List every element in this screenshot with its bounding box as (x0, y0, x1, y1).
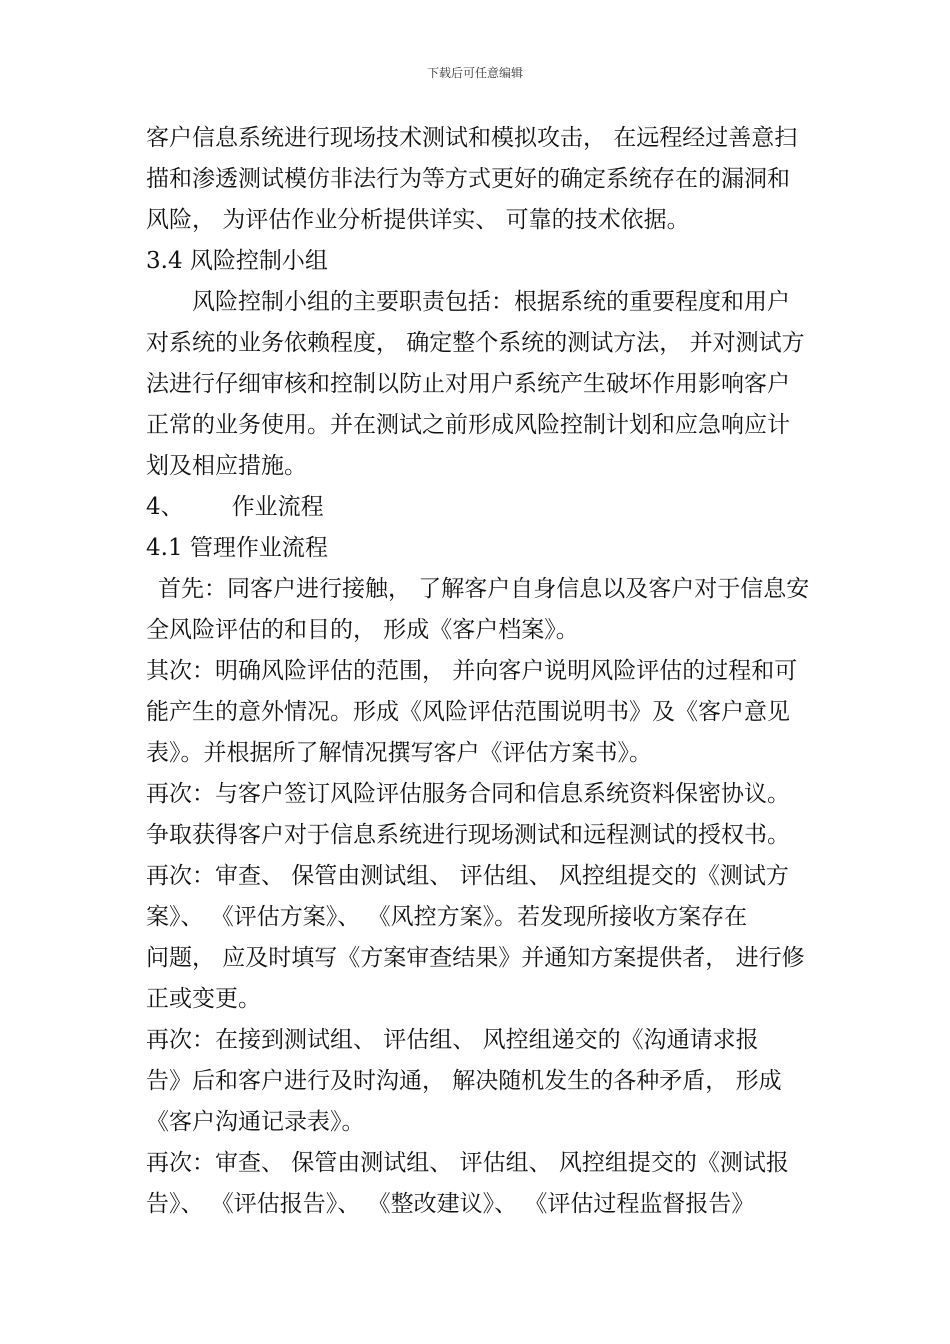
body-line: 表》。并根据所了解情况撰写客户《评估方案书》。 (146, 740, 652, 766)
page-header: 下载后可任意编辑 (426, 66, 523, 80)
body-line: 再次：审查、 保管由测试组、 评估组、 风控组提交的《测试报 (146, 1150, 789, 1176)
body-line: 案》、 《评估方案》、 《风控方案》。若发现所接收方案存在 (146, 904, 748, 930)
body-line: 告》、 《评估报告》、 《整改建议》、 《评估过程监督报告》 (146, 1191, 755, 1217)
body-line: 首先：同客户进行接触， 了解客户自身信息以及客户对于信息安 (158, 576, 810, 602)
body-line: 其次：明确风险评估的范围， 并向客户说明风险评估的过程和可 (146, 658, 798, 684)
section-heading-4 (146, 487, 814, 528)
body-line: 再次：与客户签订风险评估服务合同和信息系统资料保密协议。 (146, 781, 790, 807)
document-body (146, 118, 814, 1225)
body-line: 争取获得客户对于信息系统进行现场测试和远程测试的授权书。 (146, 822, 790, 848)
body-line: 告》后和客户进行及时沟通， 解决随机发生的各种矛盾， 形成 (146, 1068, 782, 1094)
section-heading-4-1: 4.1 管理作业流程 (146, 535, 328, 561)
body-line: 风险， 为评估作业分析提供详实、 可靠的技术依据。 (146, 207, 690, 233)
body-line: 风险控制小组的主要职责包括：根据系统的重要程度和用户 (192, 289, 790, 315)
section-heading-3-4: 3.4 风险控制小组 (146, 248, 328, 274)
body-line: 《客户沟通记录表》。 (146, 1109, 365, 1135)
body-line: 划及相应措施。 (146, 453, 307, 479)
body-line: 问题， 应及时填写《方案审查结果》并通知方案提供者， 进行修 (146, 945, 805, 971)
body-line: 客户信息系统进行现场技术测试和模拟攻击， 在远程经过善意扫 (146, 125, 798, 151)
body-line: 全风险评估的和目的， 形成《客户档案》。 (146, 617, 579, 643)
body-line: 再次：审查、 保管由测试组、 评估组、 风控组提交的《测试方 (146, 863, 789, 889)
body-line: 对系统的业务依赖程度， 确定整个系统的测试方法， 并对测试方 (146, 330, 805, 356)
body-line: 能产生的意外情况。形成《风险评估范围说明书》及《客户意见 (146, 699, 790, 725)
section-number: 4、 (146, 494, 184, 520)
body-line: 再次：在接到测试组、 评估组、 风控组递交的《沟通请求报 (146, 1027, 759, 1053)
body-line: 正或变更。 (146, 986, 261, 1012)
section-title: 作业流程 (231, 494, 324, 520)
body-line: 正常的业务使用。并在测试之前形成风险控制计划和应急响应计 (146, 412, 790, 438)
body-line: 法进行仔细审核和控制以防止对用户系统产生破坏作用影响客户 (146, 371, 790, 397)
body-line: 描和渗透测试模仿非法行为等方式更好的确定系统存在的漏洞和 (146, 166, 790, 192)
